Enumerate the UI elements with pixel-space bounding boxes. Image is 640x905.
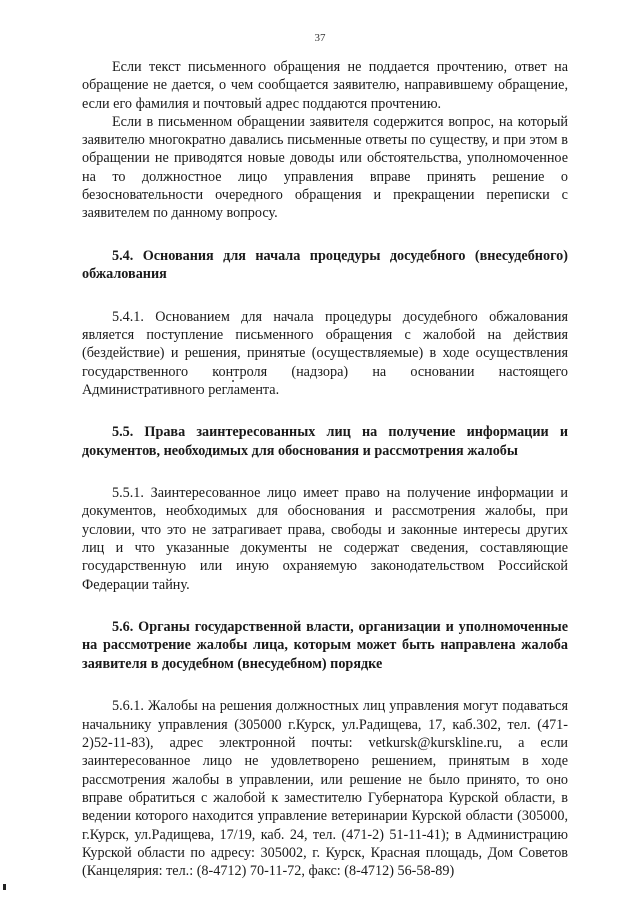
scan-edge-mark [3,884,6,890]
spacer [82,594,568,618]
section-heading-5-4: 5.4. Основания для начала процедуры досудебного (внесудебного) обжалования [82,247,568,283]
section-heading-5-6: 5.6. Органы государственной власти, организации и уполномоченные на рассмотрение жалобы лица, которым может быть направлена жалоба заявителя в досудебном (внесудебном) порядке [82,618,568,672]
spacer [82,223,568,247]
spacer [82,460,568,484]
scan-speck [232,380,234,382]
paragraph-unreadable-text: Если текст письменного обращения не поддается прочтению, ответ на обращение не дается, о чем сообщается заявителю, направившему обращение, если его фамилия и почтовый адрес поддаются прочтению. [82,59,568,112]
page-number: 37 [314,32,326,44]
spacer [82,399,568,423]
section-heading-5-5: 5.5. Права заинтересованных лиц на получение информации и документов, необходимых для обоснования и рассмотрения жалобы [82,424,568,459]
paragraph-5-5-1: 5.5.1. Заинтересованное лицо имеет право на получение информации и документов, необходимых для обоснования и рассмотрения жалобы, при условии, что это не затрагивает права, свободы и законные интересы других лиц и что указанные документы не содержат сведения, составляющие государственную или иную охраняемую законодательством Российской Федерации тайну. [82,485,568,593]
spacer [82,284,568,308]
paragraph-5-4-1: 5.4.1. Основанием для начала процедуры досудебного обжалования является поступление письменного обращения с жалобой на действия (бездействие) и решения, принятые (осуществляемые) в ходе осуществления государственного контроля (надзора) на основании настоящего Административного регламента. [82,308,568,398]
spacer [82,673,568,697]
document-body [82,58,568,880]
paragraph-repeated-question: Если в письменном обращении заявителя содержится вопрос, на который заявителю многократно давались письменные ответы по существу, и при этом в обращении не приводятся новые доводы или обстоятельства, уполномоченное на то должностное лицо управления вправе принять решение о безосновательности очередного обращения и прекращении переписки с заявителем по данному вопросу. [82,113,568,222]
paragraph-5-6-1: 5.6.1. Жалобы на решения должностных лиц управления могут подаваться начальнику управления (305000 г.Курск, ул.Радищева, 17, каб.302, тел. (471-2)52-11-83), адрес электронной почты: vetkursk@kurskline.ru, а если заинтересованное лицо не удовлетворено решением, принятым в ходе рассмотрения жалобы в управлении, или решение не было принято, то оно вправе обратиться с жалобой к заместителю Губернатора Курской области, в ведении которого находится управление ветеринарии Курской области (305000, г.Курск, ул.Радищева, 17/19, каб. 24, тел. (471-2) 51-11-41); в Администрацию Курской области по адресу: 305002, г. Курск, Красная площадь, Дом Советов (Канцелярия: тел.: (8-4712) 70-11-72, факс: (8-4712) 56-58-89) [82,698,568,880]
